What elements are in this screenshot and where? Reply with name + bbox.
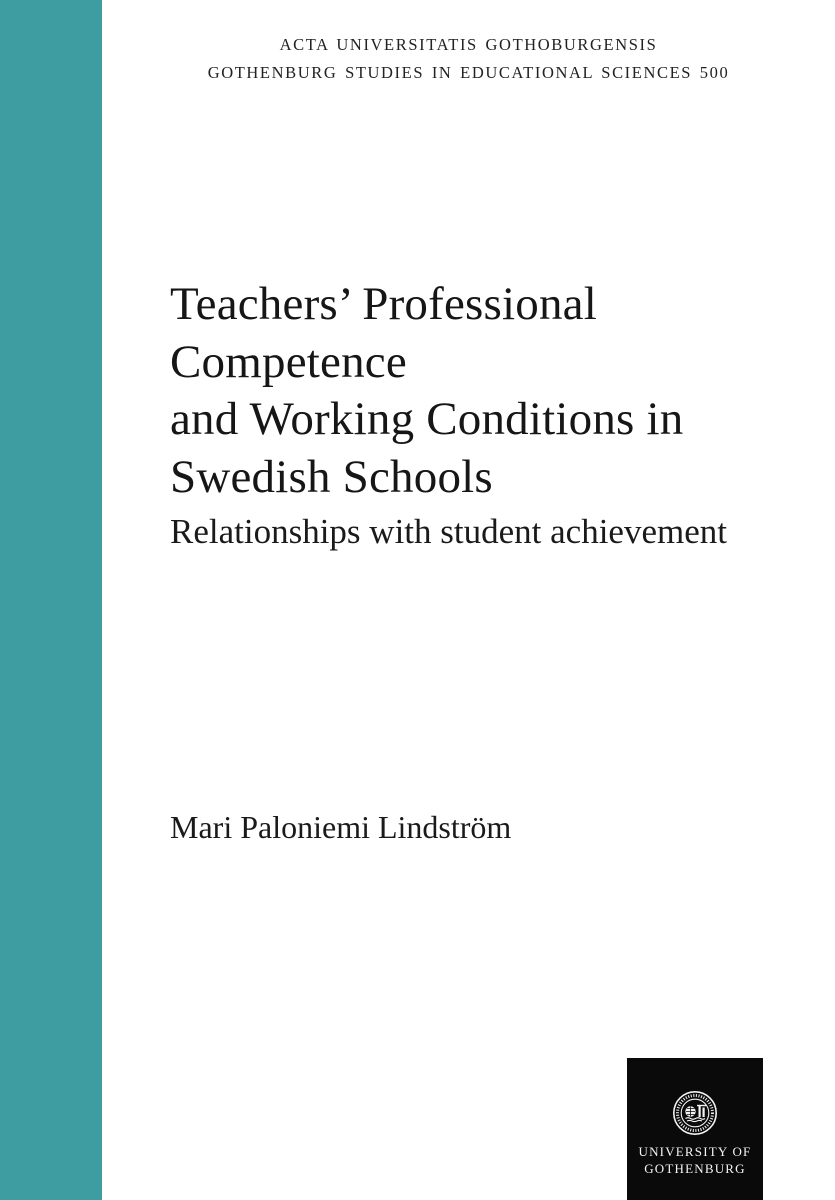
university-wordmark	[639, 1143, 752, 1177]
book-title-line3: Swedish Schools	[170, 450, 493, 503]
university-logo-box	[627, 1058, 763, 1200]
book-title-line1: Teachers’ Professional Competence	[170, 278, 597, 388]
series-title-line1: ACTA UNIVERSITATIS GOTHOBURGENSIS	[279, 35, 658, 54]
university-wordmark-line2: GOTHENBURG	[644, 1161, 746, 1176]
author-name: Mari Paloniemi Lindström	[170, 809, 512, 845]
university-wordmark-line1: UNIVERSITY OF	[638, 1144, 752, 1159]
university-of-gothenburg-seal-icon	[672, 1090, 718, 1136]
spine-color-stripe	[0, 0, 102, 1200]
book-title-line2: and Working Conditions in	[170, 393, 684, 445]
series-title-line2: GOTHENBURG STUDIES IN EDUCATIONAL SCIENCES 500	[207, 62, 730, 82]
series-header	[102, 31, 835, 86]
book-title	[170, 276, 810, 506]
book-subtitle: Relationships with student achievement	[170, 512, 727, 551]
